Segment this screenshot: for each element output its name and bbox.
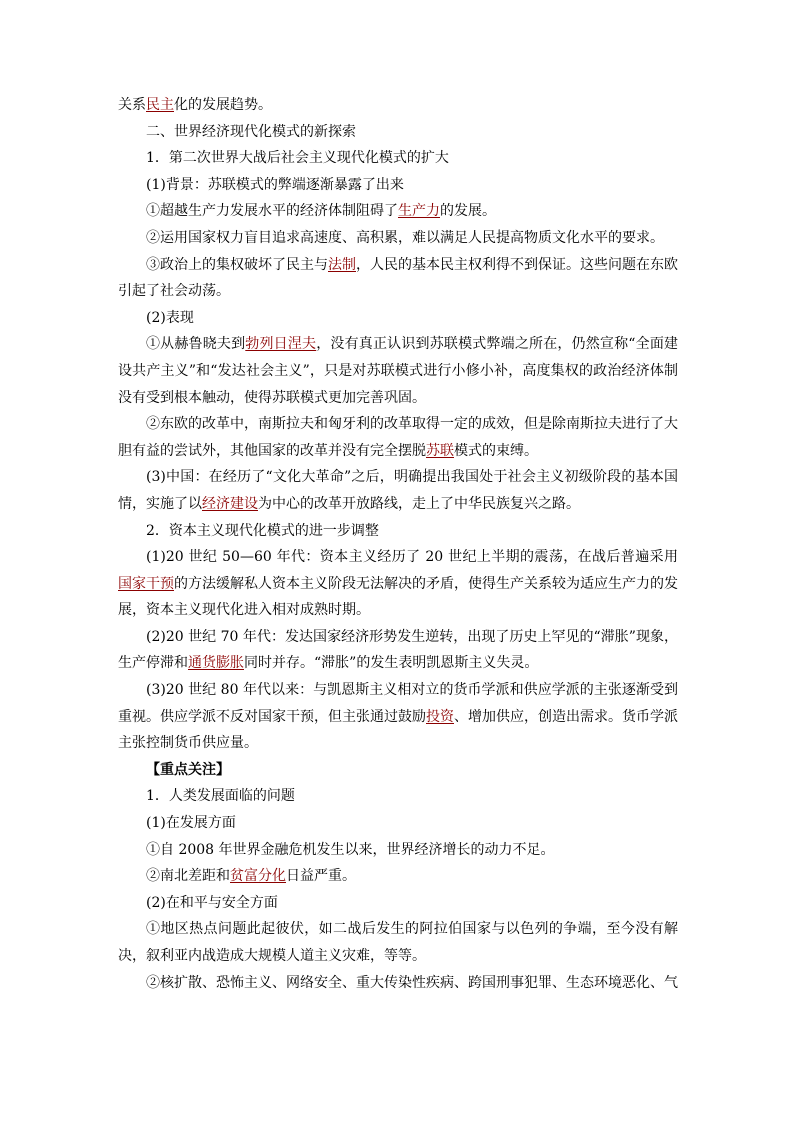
keyword-link[interactable]: 国家干预 <box>118 575 174 592</box>
paragraph-0 <box>118 92 678 119</box>
text-run: (2)表现 <box>146 309 194 326</box>
paragraph-10 <box>118 464 678 517</box>
paragraph-14 <box>118 677 678 757</box>
text-run: 日益严重。 <box>286 868 356 885</box>
text-run: ②核扩散、恐怖主义、网络安全、重大传染性疾病、跨国刑事犯罪、生态环境恶化、气 <box>146 974 678 991</box>
keyword-link[interactable]: 勃列日涅夫 <box>245 336 317 353</box>
text-run: ，没有真正认识到苏联模式弊端之所在，仍然宣称“全面建设共产主义”和“发达社会主义”，只是对苏联模式进行小修小补，高度集权的政治经济体制没有受到根本触动，使得苏联模式更加完善巩固。 <box>118 336 679 406</box>
text-run: (2)20 世纪 70 年代：发达国家经济形势发生逆转，出现了历史上罕见的“滞胀”现象，生产停滞和 <box>118 628 678 672</box>
paragraph-13 <box>118 624 678 677</box>
text-run: ①自 2008 年世界金融危机发生以来，世界经济增长的动力不足。 <box>146 841 555 858</box>
text-run: 的方法缓解私人资本主义阶段无法解决的矛盾，使得生产关系较为适应生产力的发展，资本主义现代化进入相对成熟时期。 <box>118 575 678 619</box>
text-run: ②东欧的改革中，南斯拉夫和匈牙利的改革取得一定的成效，但是除南斯拉夫进行了大胆有益的尝试外，其他国家的改革并没有完全摆脱 <box>118 416 678 459</box>
section-heading-2 <box>118 119 678 146</box>
text-run: 为中心的改革开放路线，走上了中华民族复兴之路。 <box>258 495 580 512</box>
text-run: ①超越生产力发展水平的经济体制阻碍了 <box>146 203 398 220</box>
text-run: ，人民的基本民主权利得不到保证。这些问题在东欧引起了社会动荡。 <box>118 256 678 300</box>
paragraph-12 <box>118 544 678 624</box>
text-run: 化的发展趋势。 <box>174 97 272 113</box>
keyword-link[interactable]: 苏联 <box>426 442 454 459</box>
keyword-link[interactable]: 法制 <box>328 256 356 273</box>
paragraph-8 <box>118 331 678 411</box>
document-body <box>118 92 678 996</box>
text-run: (1)背景：苏联模式的弊端逐渐暴露了出来 <box>146 176 404 193</box>
text-run: (2)在和平与安全方面 <box>146 894 278 911</box>
paragraph-21 <box>118 916 678 969</box>
keyword-link[interactable]: 投资 <box>426 708 454 725</box>
keyword-link[interactable]: 生产力 <box>398 203 440 220</box>
text-run: ②南北差距和 <box>146 868 230 885</box>
paragraph-9 <box>118 411 678 464</box>
key-focus-heading <box>118 757 678 784</box>
paragraph-19 <box>118 863 678 890</box>
keyword-link[interactable]: 通货膨胀 <box>188 655 244 672</box>
paragraph-manifestation <box>118 305 678 332</box>
subsection-heading-1 <box>118 145 678 172</box>
text-run: (3)20 世纪 80 年代以来：与凯恩斯主义相对立的货币学派和供应学派的主张逐渐受到重视。供应学派不反对国家干预，但主张通过鼓励 <box>118 682 678 725</box>
text-run: ①地区热点问题此起彼伏，如二战后发生的阿拉伯国家与以色列的争端，至今没有解决，叙利亚内战造成大规模人道主义灾难，等等。 <box>118 921 678 964</box>
text-run: 【重点关注】 <box>146 761 230 778</box>
paragraph-22 <box>118 970 678 997</box>
text-run: 同时并存。“滞胀”的发生表明凯恩斯主义失灵。 <box>244 655 539 672</box>
text-run: (3)中国：在经历了“文化大革命”之后，明确提出我国处于社会主义初级阶段的基本国情，实施了以 <box>118 469 678 512</box>
keyword-link[interactable]: 经济建设 <box>202 495 258 512</box>
text-run: 1．人类发展面临的问题 <box>146 788 295 805</box>
text-run: 2．资本主义现代化模式的进一步调整 <box>146 522 379 539</box>
text-run: ③政治上的集权破坏了民主与 <box>146 256 328 273</box>
text-run: 、增加供应，创造出需求。货币学派主张控制货币供应量。 <box>118 708 678 752</box>
paragraph-4 <box>118 198 678 225</box>
text-run: 二、世界经济现代化模式的新探索 <box>146 123 356 140</box>
paragraph-17 <box>118 810 678 837</box>
keyword-link[interactable]: 贫富分化 <box>230 868 286 885</box>
text-run: ②运用国家权力盲目追求高速度、高积累，难以满足人民提高物质文化水平的要求。 <box>146 229 664 246</box>
paragraph-5 <box>118 225 678 252</box>
paragraph-18 <box>118 837 678 864</box>
paragraph-16 <box>118 783 678 810</box>
text-run: 的发展。 <box>440 203 496 220</box>
paragraph-6 <box>118 252 678 305</box>
text-run: (1)20 世纪 50—60 年代：资本主义经历了 20 世纪上半期的震荡，在战后普遍采用 <box>146 549 678 566</box>
text-run: (1)在发展方面 <box>146 815 236 832</box>
text-run: 关系 <box>118 97 146 113</box>
subsection-heading-2 <box>118 518 678 545</box>
paragraph-20 <box>118 890 678 917</box>
text-run: ①从赫鲁晓夫到 <box>146 336 246 353</box>
text-run: 1．第二次世界大战后社会主义现代化模式的扩大 <box>146 150 449 167</box>
paragraph-background <box>118 172 678 199</box>
keyword-link[interactable]: 民主 <box>146 97 174 113</box>
text-run: 模式的束缚。 <box>454 442 538 459</box>
